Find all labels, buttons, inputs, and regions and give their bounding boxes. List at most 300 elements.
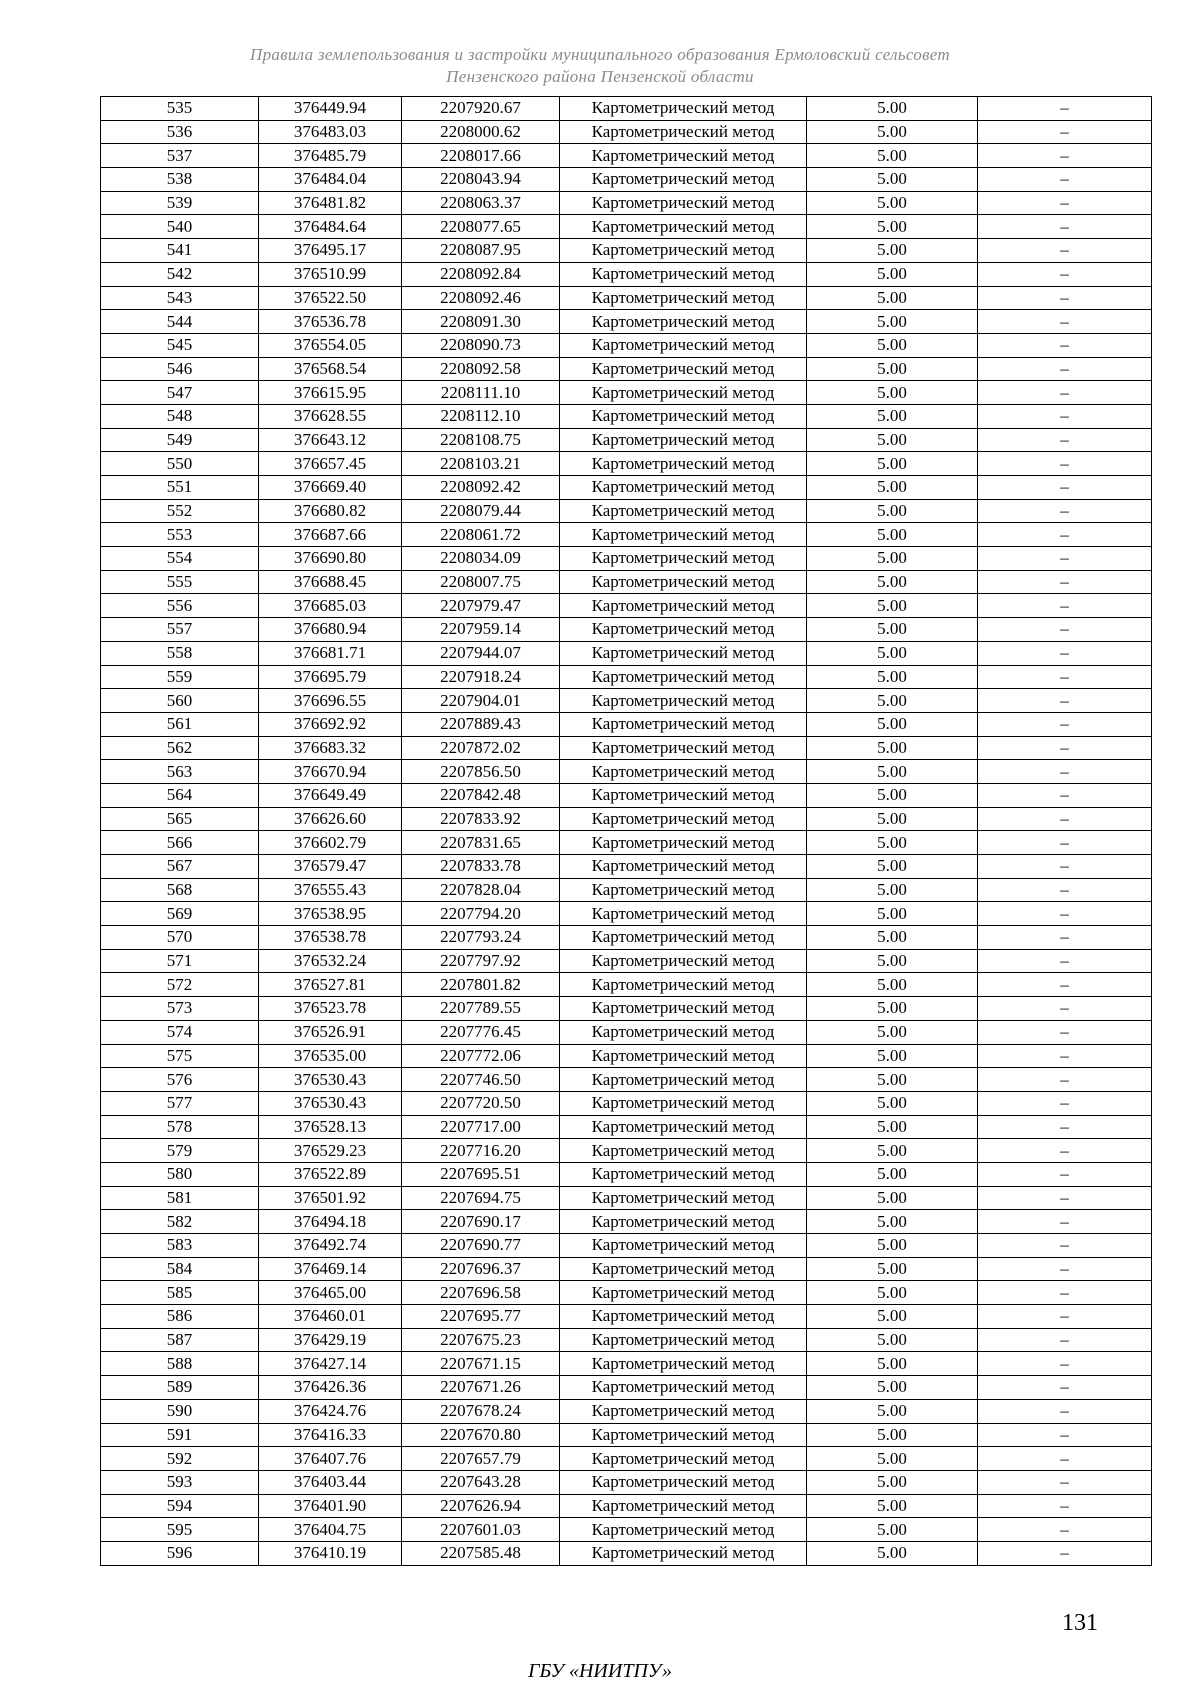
method-cell: Картометрический метод	[560, 1044, 807, 1068]
x-coordinate-cell: 376404.75	[259, 1518, 402, 1542]
note-cell: –	[978, 665, 1152, 689]
accuracy-cell: 5.00	[807, 878, 978, 902]
note-cell: –	[978, 404, 1152, 428]
note-cell: –	[978, 1352, 1152, 1376]
accuracy-cell: 5.00	[807, 1162, 978, 1186]
x-coordinate-cell: 376427.14	[259, 1352, 402, 1376]
note-cell: –	[978, 428, 1152, 452]
x-coordinate-cell: 376685.03	[259, 594, 402, 618]
point-number-cell: 584	[101, 1257, 259, 1281]
y-coordinate-cell: 2207789.55	[402, 997, 560, 1021]
accuracy-cell: 5.00	[807, 1305, 978, 1329]
accuracy-cell: 5.00	[807, 689, 978, 713]
point-number-cell: 547	[101, 381, 259, 405]
x-coordinate-cell: 376416.33	[259, 1423, 402, 1447]
y-coordinate-cell: 2207696.37	[402, 1257, 560, 1281]
note-cell: –	[978, 807, 1152, 831]
table-row	[101, 1234, 1152, 1258]
accuracy-cell: 5.00	[807, 760, 978, 784]
method-cell: Картометрический метод	[560, 547, 807, 571]
table-row	[101, 499, 1152, 523]
point-number-cell: 579	[101, 1139, 259, 1163]
method-cell: Картометрический метод	[560, 949, 807, 973]
accuracy-cell: 5.00	[807, 1352, 978, 1376]
accuracy-cell: 5.00	[807, 144, 978, 168]
method-cell: Картометрический метод	[560, 997, 807, 1021]
accuracy-cell: 5.00	[807, 476, 978, 500]
point-number-cell: 544	[101, 310, 259, 334]
table-row	[101, 1494, 1152, 1518]
table-row	[101, 783, 1152, 807]
method-cell: Картометрический метод	[560, 1068, 807, 1092]
table-row	[101, 1115, 1152, 1139]
method-cell: Картометрический метод	[560, 1541, 807, 1565]
y-coordinate-cell: 2207872.02	[402, 736, 560, 760]
accuracy-cell: 5.00	[807, 736, 978, 760]
point-number-cell: 557	[101, 618, 259, 642]
note-cell: –	[978, 1210, 1152, 1234]
accuracy-cell: 5.00	[807, 262, 978, 286]
point-number-cell: 567	[101, 855, 259, 879]
y-coordinate-cell: 2208017.66	[402, 144, 560, 168]
x-coordinate-cell: 376528.13	[259, 1115, 402, 1139]
y-coordinate-cell: 2207833.92	[402, 807, 560, 831]
note-cell: –	[978, 760, 1152, 784]
x-coordinate-cell: 376522.50	[259, 286, 402, 310]
point-number-cell: 541	[101, 239, 259, 263]
method-cell: Картометрический метод	[560, 760, 807, 784]
method-cell: Картометрический метод	[560, 570, 807, 594]
table-row	[101, 1518, 1152, 1542]
accuracy-cell: 5.00	[807, 286, 978, 310]
y-coordinate-cell: 2208092.46	[402, 286, 560, 310]
y-coordinate-cell: 2207717.00	[402, 1115, 560, 1139]
point-number-cell: 546	[101, 357, 259, 381]
x-coordinate-cell: 376681.71	[259, 641, 402, 665]
accuracy-cell: 5.00	[807, 215, 978, 239]
method-cell: Картометрический метод	[560, 641, 807, 665]
table-row	[101, 476, 1152, 500]
point-number-cell: 553	[101, 523, 259, 547]
method-cell: Картометрический метод	[560, 499, 807, 523]
accuracy-cell: 5.00	[807, 1139, 978, 1163]
accuracy-cell: 5.00	[807, 570, 978, 594]
x-coordinate-cell: 376410.19	[259, 1541, 402, 1565]
table-row	[101, 973, 1152, 997]
method-cell: Картометрический метод	[560, 404, 807, 428]
table-row	[101, 855, 1152, 879]
y-coordinate-cell: 2208111.10	[402, 381, 560, 405]
x-coordinate-cell: 376523.78	[259, 997, 402, 1021]
y-coordinate-cell: 2208043.94	[402, 168, 560, 192]
table-row	[101, 144, 1152, 168]
accuracy-cell: 5.00	[807, 997, 978, 1021]
y-coordinate-cell: 2208092.42	[402, 476, 560, 500]
y-coordinate-cell: 2207828.04	[402, 878, 560, 902]
accuracy-cell: 5.00	[807, 1020, 978, 1044]
accuracy-cell: 5.00	[807, 547, 978, 571]
accuracy-cell: 5.00	[807, 831, 978, 855]
y-coordinate-cell: 2207695.77	[402, 1305, 560, 1329]
method-cell: Картометрический метод	[560, 878, 807, 902]
page-footer: ГБУ «НИИТПУ»	[528, 1660, 672, 1682]
x-coordinate-cell: 376527.81	[259, 973, 402, 997]
point-number-cell: 555	[101, 570, 259, 594]
note-cell: –	[978, 120, 1152, 144]
x-coordinate-cell: 376403.44	[259, 1470, 402, 1494]
x-coordinate-cell: 376538.78	[259, 926, 402, 950]
note-cell: –	[978, 1494, 1152, 1518]
note-cell: –	[978, 1423, 1152, 1447]
note-cell: –	[978, 689, 1152, 713]
accuracy-cell: 5.00	[807, 1281, 978, 1305]
note-cell: –	[978, 1305, 1152, 1329]
note-cell: –	[978, 1399, 1152, 1423]
page-header	[0, 44, 1200, 88]
note-cell: –	[978, 499, 1152, 523]
y-coordinate-cell: 2208112.10	[402, 404, 560, 428]
table-row	[101, 120, 1152, 144]
point-number-cell: 556	[101, 594, 259, 618]
accuracy-cell: 5.00	[807, 381, 978, 405]
point-number-cell: 583	[101, 1234, 259, 1258]
x-coordinate-cell: 376615.95	[259, 381, 402, 405]
table-row	[101, 926, 1152, 950]
accuracy-cell: 5.00	[807, 641, 978, 665]
accuracy-cell: 5.00	[807, 1091, 978, 1115]
x-coordinate-cell: 376429.19	[259, 1328, 402, 1352]
accuracy-cell: 5.00	[807, 1399, 978, 1423]
table-row	[101, 1423, 1152, 1447]
point-number-cell: 578	[101, 1115, 259, 1139]
table-row	[101, 1186, 1152, 1210]
method-cell: Картометрический метод	[560, 1494, 807, 1518]
y-coordinate-cell: 2207671.15	[402, 1352, 560, 1376]
accuracy-cell: 5.00	[807, 333, 978, 357]
point-number-cell: 538	[101, 168, 259, 192]
note-cell: –	[978, 1162, 1152, 1186]
note-cell: –	[978, 926, 1152, 950]
y-coordinate-cell: 2208090.73	[402, 333, 560, 357]
method-cell: Картометрический метод	[560, 689, 807, 713]
y-coordinate-cell: 2207842.48	[402, 783, 560, 807]
method-cell: Картометрический метод	[560, 902, 807, 926]
table-row	[101, 1447, 1152, 1471]
x-coordinate-cell: 376690.80	[259, 547, 402, 571]
table-row	[101, 1257, 1152, 1281]
x-coordinate-cell: 376529.23	[259, 1139, 402, 1163]
accuracy-cell: 5.00	[807, 665, 978, 689]
point-number-cell: 592	[101, 1447, 259, 1471]
table-row	[101, 168, 1152, 192]
table-row	[101, 618, 1152, 642]
y-coordinate-cell: 2207793.24	[402, 926, 560, 950]
point-number-cell: 537	[101, 144, 259, 168]
x-coordinate-cell: 376481.82	[259, 191, 402, 215]
note-cell: –	[978, 949, 1152, 973]
x-coordinate-cell: 376407.76	[259, 1447, 402, 1471]
note-cell: –	[978, 97, 1152, 121]
table-row	[101, 1470, 1152, 1494]
table-row	[101, 1162, 1152, 1186]
note-cell: –	[978, 168, 1152, 192]
x-coordinate-cell: 376680.94	[259, 618, 402, 642]
table-row	[101, 1139, 1152, 1163]
method-cell: Картометрический метод	[560, 452, 807, 476]
accuracy-cell: 5.00	[807, 807, 978, 831]
y-coordinate-cell: 2207746.50	[402, 1068, 560, 1092]
method-cell: Картометрический метод	[560, 310, 807, 334]
point-number-cell: 563	[101, 760, 259, 784]
table-row	[101, 594, 1152, 618]
method-cell: Картометрический метод	[560, 712, 807, 736]
note-cell: –	[978, 215, 1152, 239]
method-cell: Картометрический метод	[560, 1234, 807, 1258]
method-cell: Картометрический метод	[560, 1423, 807, 1447]
method-cell: Картометрический метод	[560, 1518, 807, 1542]
method-cell: Картометрический метод	[560, 1281, 807, 1305]
x-coordinate-cell: 376555.43	[259, 878, 402, 902]
note-cell: –	[978, 1541, 1152, 1565]
point-number-cell: 558	[101, 641, 259, 665]
x-coordinate-cell: 376424.76	[259, 1399, 402, 1423]
accuracy-cell: 5.00	[807, 191, 978, 215]
x-coordinate-cell: 376449.94	[259, 97, 402, 121]
accuracy-cell: 5.00	[807, 1541, 978, 1565]
accuracy-cell: 5.00	[807, 1376, 978, 1400]
note-cell: –	[978, 239, 1152, 263]
point-number-cell: 582	[101, 1210, 259, 1234]
method-cell: Картометрический метод	[560, 239, 807, 263]
table-row	[101, 286, 1152, 310]
accuracy-cell: 5.00	[807, 428, 978, 452]
point-number-cell: 591	[101, 1423, 259, 1447]
y-coordinate-cell: 2208087.95	[402, 239, 560, 263]
y-coordinate-cell: 2208077.65	[402, 215, 560, 239]
point-number-cell: 570	[101, 926, 259, 950]
x-coordinate-cell: 376484.04	[259, 168, 402, 192]
method-cell: Картометрический метод	[560, 1399, 807, 1423]
accuracy-cell: 5.00	[807, 949, 978, 973]
table-row	[101, 97, 1152, 121]
table-row	[101, 547, 1152, 571]
point-number-cell: 551	[101, 476, 259, 500]
method-cell: Картометрический метод	[560, 1352, 807, 1376]
table-row	[101, 1328, 1152, 1352]
accuracy-cell: 5.00	[807, 1068, 978, 1092]
method-cell: Картометрический метод	[560, 476, 807, 500]
x-coordinate-cell: 376501.92	[259, 1186, 402, 1210]
point-number-cell: 587	[101, 1328, 259, 1352]
y-coordinate-cell: 2207833.78	[402, 855, 560, 879]
accuracy-cell: 5.00	[807, 855, 978, 879]
point-number-cell: 573	[101, 997, 259, 1021]
note-cell: –	[978, 1470, 1152, 1494]
y-coordinate-cell: 2207979.47	[402, 594, 560, 618]
table-row	[101, 239, 1152, 263]
point-number-cell: 545	[101, 333, 259, 357]
method-cell: Картометрический метод	[560, 1305, 807, 1329]
y-coordinate-cell: 2207959.14	[402, 618, 560, 642]
note-cell: –	[978, 1186, 1152, 1210]
point-number-cell: 559	[101, 665, 259, 689]
table-row	[101, 357, 1152, 381]
table-row	[101, 641, 1152, 665]
accuracy-cell: 5.00	[807, 712, 978, 736]
method-cell: Картометрический метод	[560, 1020, 807, 1044]
point-number-cell: 574	[101, 1020, 259, 1044]
note-cell: –	[978, 1068, 1152, 1092]
method-cell: Картометрический метод	[560, 333, 807, 357]
accuracy-cell: 5.00	[807, 926, 978, 950]
point-number-cell: 586	[101, 1305, 259, 1329]
header-line-2: Пензенского района Пензенской области	[446, 67, 754, 86]
table-row	[101, 570, 1152, 594]
table-row	[101, 1376, 1152, 1400]
table-row	[101, 1020, 1152, 1044]
table-row	[101, 215, 1152, 239]
table-row	[101, 1399, 1152, 1423]
accuracy-cell: 5.00	[807, 1234, 978, 1258]
x-coordinate-cell: 376522.89	[259, 1162, 402, 1186]
y-coordinate-cell: 2207626.94	[402, 1494, 560, 1518]
note-cell: –	[978, 1376, 1152, 1400]
x-coordinate-cell: 376530.43	[259, 1091, 402, 1115]
accuracy-cell: 5.00	[807, 1328, 978, 1352]
accuracy-cell: 5.00	[807, 594, 978, 618]
table-row	[101, 712, 1152, 736]
note-cell: –	[978, 1281, 1152, 1305]
accuracy-cell: 5.00	[807, 452, 978, 476]
accuracy-cell: 5.00	[807, 618, 978, 642]
method-cell: Картометрический метод	[560, 665, 807, 689]
x-coordinate-cell: 376692.92	[259, 712, 402, 736]
header-line-1: Правила землепользования и застройки муниципального образования Ермоловский сельсовет	[250, 45, 950, 64]
y-coordinate-cell: 2207643.28	[402, 1470, 560, 1494]
note-cell: –	[978, 570, 1152, 594]
point-number-cell: 594	[101, 1494, 259, 1518]
table-row	[101, 1210, 1152, 1234]
table-row	[101, 262, 1152, 286]
table-row	[101, 997, 1152, 1021]
y-coordinate-cell: 2208108.75	[402, 428, 560, 452]
method-cell: Картометрический метод	[560, 1162, 807, 1186]
note-cell: –	[978, 547, 1152, 571]
y-coordinate-cell: 2207720.50	[402, 1091, 560, 1115]
point-number-cell: 550	[101, 452, 259, 476]
x-coordinate-cell: 376688.45	[259, 570, 402, 594]
table-row	[101, 428, 1152, 452]
point-number-cell: 585	[101, 1281, 259, 1305]
y-coordinate-cell: 2208091.30	[402, 310, 560, 334]
table-row	[101, 1541, 1152, 1565]
y-coordinate-cell: 2207585.48	[402, 1541, 560, 1565]
x-coordinate-cell: 376483.03	[259, 120, 402, 144]
point-number-cell: 566	[101, 831, 259, 855]
y-coordinate-cell: 2208000.62	[402, 120, 560, 144]
y-coordinate-cell: 2207690.17	[402, 1210, 560, 1234]
y-coordinate-cell: 2208092.84	[402, 262, 560, 286]
y-coordinate-cell: 2207601.03	[402, 1518, 560, 1542]
method-cell: Картометрический метод	[560, 1139, 807, 1163]
note-cell: –	[978, 286, 1152, 310]
method-cell: Картометрический метод	[560, 215, 807, 239]
y-coordinate-cell: 2208063.37	[402, 191, 560, 215]
point-number-cell: 576	[101, 1068, 259, 1092]
note-cell: –	[978, 1257, 1152, 1281]
x-coordinate-cell: 376669.40	[259, 476, 402, 500]
accuracy-cell: 5.00	[807, 1210, 978, 1234]
note-cell: –	[978, 262, 1152, 286]
point-number-cell: 542	[101, 262, 259, 286]
x-coordinate-cell: 376643.12	[259, 428, 402, 452]
point-number-cell: 571	[101, 949, 259, 973]
note-cell: –	[978, 878, 1152, 902]
x-coordinate-cell: 376510.99	[259, 262, 402, 286]
point-number-cell: 554	[101, 547, 259, 571]
x-coordinate-cell: 376536.78	[259, 310, 402, 334]
accuracy-cell: 5.00	[807, 404, 978, 428]
method-cell: Картометрический метод	[560, 618, 807, 642]
table-row	[101, 1091, 1152, 1115]
table-row	[101, 452, 1152, 476]
method-cell: Картометрический метод	[560, 807, 807, 831]
method-cell: Картометрический метод	[560, 120, 807, 144]
accuracy-cell: 5.00	[807, 973, 978, 997]
accuracy-cell: 5.00	[807, 1494, 978, 1518]
method-cell: Картометрический метод	[560, 286, 807, 310]
point-number-cell: 577	[101, 1091, 259, 1115]
table-row	[101, 523, 1152, 547]
accuracy-cell: 5.00	[807, 523, 978, 547]
x-coordinate-cell: 376628.55	[259, 404, 402, 428]
note-cell: –	[978, 618, 1152, 642]
note-cell: –	[978, 144, 1152, 168]
method-cell: Картометрический метод	[560, 262, 807, 286]
method-cell: Картометрический метод	[560, 1376, 807, 1400]
note-cell: –	[978, 1020, 1152, 1044]
note-cell: –	[978, 452, 1152, 476]
x-coordinate-cell: 376484.64	[259, 215, 402, 239]
table-row	[101, 665, 1152, 689]
note-cell: –	[978, 333, 1152, 357]
note-cell: –	[978, 736, 1152, 760]
y-coordinate-cell: 2207716.20	[402, 1139, 560, 1163]
x-coordinate-cell: 376657.45	[259, 452, 402, 476]
note-cell: –	[978, 1447, 1152, 1471]
x-coordinate-cell: 376696.55	[259, 689, 402, 713]
method-cell: Картометрический метод	[560, 357, 807, 381]
x-coordinate-cell: 376680.82	[259, 499, 402, 523]
y-coordinate-cell: 2208103.21	[402, 452, 560, 476]
table-row	[101, 1281, 1152, 1305]
note-cell: –	[978, 1518, 1152, 1542]
y-coordinate-cell: 2207831.65	[402, 831, 560, 855]
table-row	[101, 831, 1152, 855]
note-cell: –	[978, 381, 1152, 405]
note-cell: –	[978, 855, 1152, 879]
method-cell: Картометрический метод	[560, 1447, 807, 1471]
point-number-cell: 548	[101, 404, 259, 428]
table-row	[101, 1305, 1152, 1329]
point-number-cell: 564	[101, 783, 259, 807]
y-coordinate-cell: 2207920.67	[402, 97, 560, 121]
point-number-cell: 539	[101, 191, 259, 215]
method-cell: Картометрический метод	[560, 1210, 807, 1234]
note-cell: –	[978, 523, 1152, 547]
y-coordinate-cell: 2207856.50	[402, 760, 560, 784]
accuracy-cell: 5.00	[807, 310, 978, 334]
